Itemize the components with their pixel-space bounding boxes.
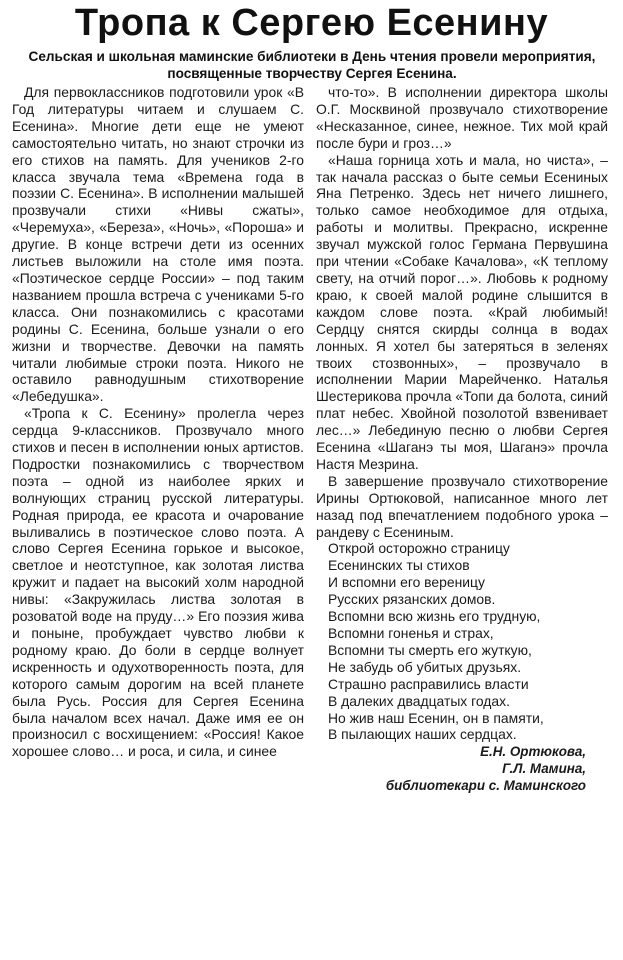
poem-line: В далеких двадцатых годах. xyxy=(328,692,510,709)
right-column xyxy=(316,84,608,794)
left-column xyxy=(12,84,304,760)
poem xyxy=(328,540,608,743)
paragraph: что-то». В исполнении директора школы О.Г. Москвиной прозвучало стихотворение «Несказанное, синее, нежное. Тих мой край после бури и гроз…» xyxy=(316,84,608,151)
signature-line: Г.Л. Мамина, xyxy=(502,761,586,777)
paragraph: «Наша горница хоть и мала, но чиста», – так начала рассказ о быте семьи Есениных Яна Петренко. Здесь нет ничего лишнего, только самое необходимое для отдыха, работы и молитвы. Прекрасно, искренне звучал мужской голос Германа Первушина при чтении «Собаке Качалова», «К теплому свету, на отчий порог…». Любовь к родному краю, к своей малой родине слышится в каждом слове поэта. «Край любимый! Сердцу снятся скирды солнца в водах лонных. Я хотел бы затеряться в зеленях твоих стозвонных», – прозвучало в исполнении Марии Марейченко. Наталья Шестерикова прочла «Топи да болота, синий плат небес. Хвойной позолотой взвенивает лес…» Лебединую песню о любви Сергея Есенина «Шаганэ ты моя, Шаганэ» прочла Настя Мезрина. xyxy=(316,151,608,472)
poem-line: Но жив наш Есенин, он в памяти, xyxy=(328,709,544,726)
poem-line: Есенинских ты стихов xyxy=(328,557,470,574)
poem-line: В пылающих наших сердцах. xyxy=(328,726,517,743)
poem-line: Открой осторожно страницу xyxy=(328,540,510,557)
paragraph: Для первоклассников подготовили урок «В Год литературы читаем и слушаем С. Есенина». Многие дети еще не умеют самостоятельно читать, но знают строчки из его стихов на память. Для учеников 2-го класса звучала тема «Времена года в поэзии С. Есенина». В исполнении малышей прозвучали стихи «Нивы сжаты», «Черемуха», «Береза», «Ночь», «Пороша» и другие. В конце встречи дети из осенних листьев выложили на столе имя поэта. «Поэтическое сердце России» – под таким названием прошла встреча с учениками 5-го класса. Они познакомились с красотами родины С. Есенина, больше узнали о его жизни и творчестве. Девочки на память читали любимые строки поэта. Никого не оставило равнодушным стихотворение «Лебедушка». xyxy=(12,84,304,405)
poem-line: Вспомни гоненья и страх, xyxy=(328,625,494,641)
article-title: Тропа к Сергею Есенину xyxy=(74,2,549,44)
signature-line: библиотекари с. Маминского xyxy=(385,778,586,794)
paragraph: «Тропа к С. Есенину» пролегла через сердца 9-классников. Прозвучало много стихов и песен в исполнении юных артистов. Подростки познакомились с творчеством поэта – одной из наиболее ярких и волнующих страниц русской литературы. Родная природа, ее красота и очарование выливались в поэтическое слово поэта. А слово Сергея Есенина горькое и высокое, светлое и неотступное, как золотая листва кружит и падает на высокий холм народной нивы: «Закружилась листва золотая в розоватой воде на пруду…» Его поэзия жива и поныне, пробуждает чувство любви к родному краю. До боли в сердце волнует искренность и одухотворенность поэта, для которого самым дорогим на всей планете была Русь. Россия для Сергея Есенина была началом всех начал. Даже имя ее он произносил с восхищением: «Россия! Какое хорошее слово… и роса, и сила, и синее xyxy=(12,405,304,760)
article-lead: Сельская и школьная маминские библиотеки в День чтения провели мероприятия, посвященные творчеству Сергея Есенина. xyxy=(28,49,596,81)
author-signature xyxy=(316,743,608,794)
poem-line: Вспомни всю жизнь его трудную, xyxy=(328,608,541,625)
signature-line: Е.Н. Ортюкова, xyxy=(480,744,586,760)
poem-line: Страшно расправились власти xyxy=(328,675,529,692)
poem-line: Не забудь об убитых друзьях. xyxy=(328,658,522,675)
poem-line: Русских рязанских домов. xyxy=(328,591,496,608)
poem-line: Вспомни ты смерть его жуткую, xyxy=(328,641,532,658)
poem-line: И вспомни его вереницу xyxy=(328,574,485,591)
paragraph: В завершение прозвучало стихотворение Ирины Ортюковой, написанное много лет назад под впечатлением подобного урока – рандеву с Есениным. xyxy=(316,472,608,540)
